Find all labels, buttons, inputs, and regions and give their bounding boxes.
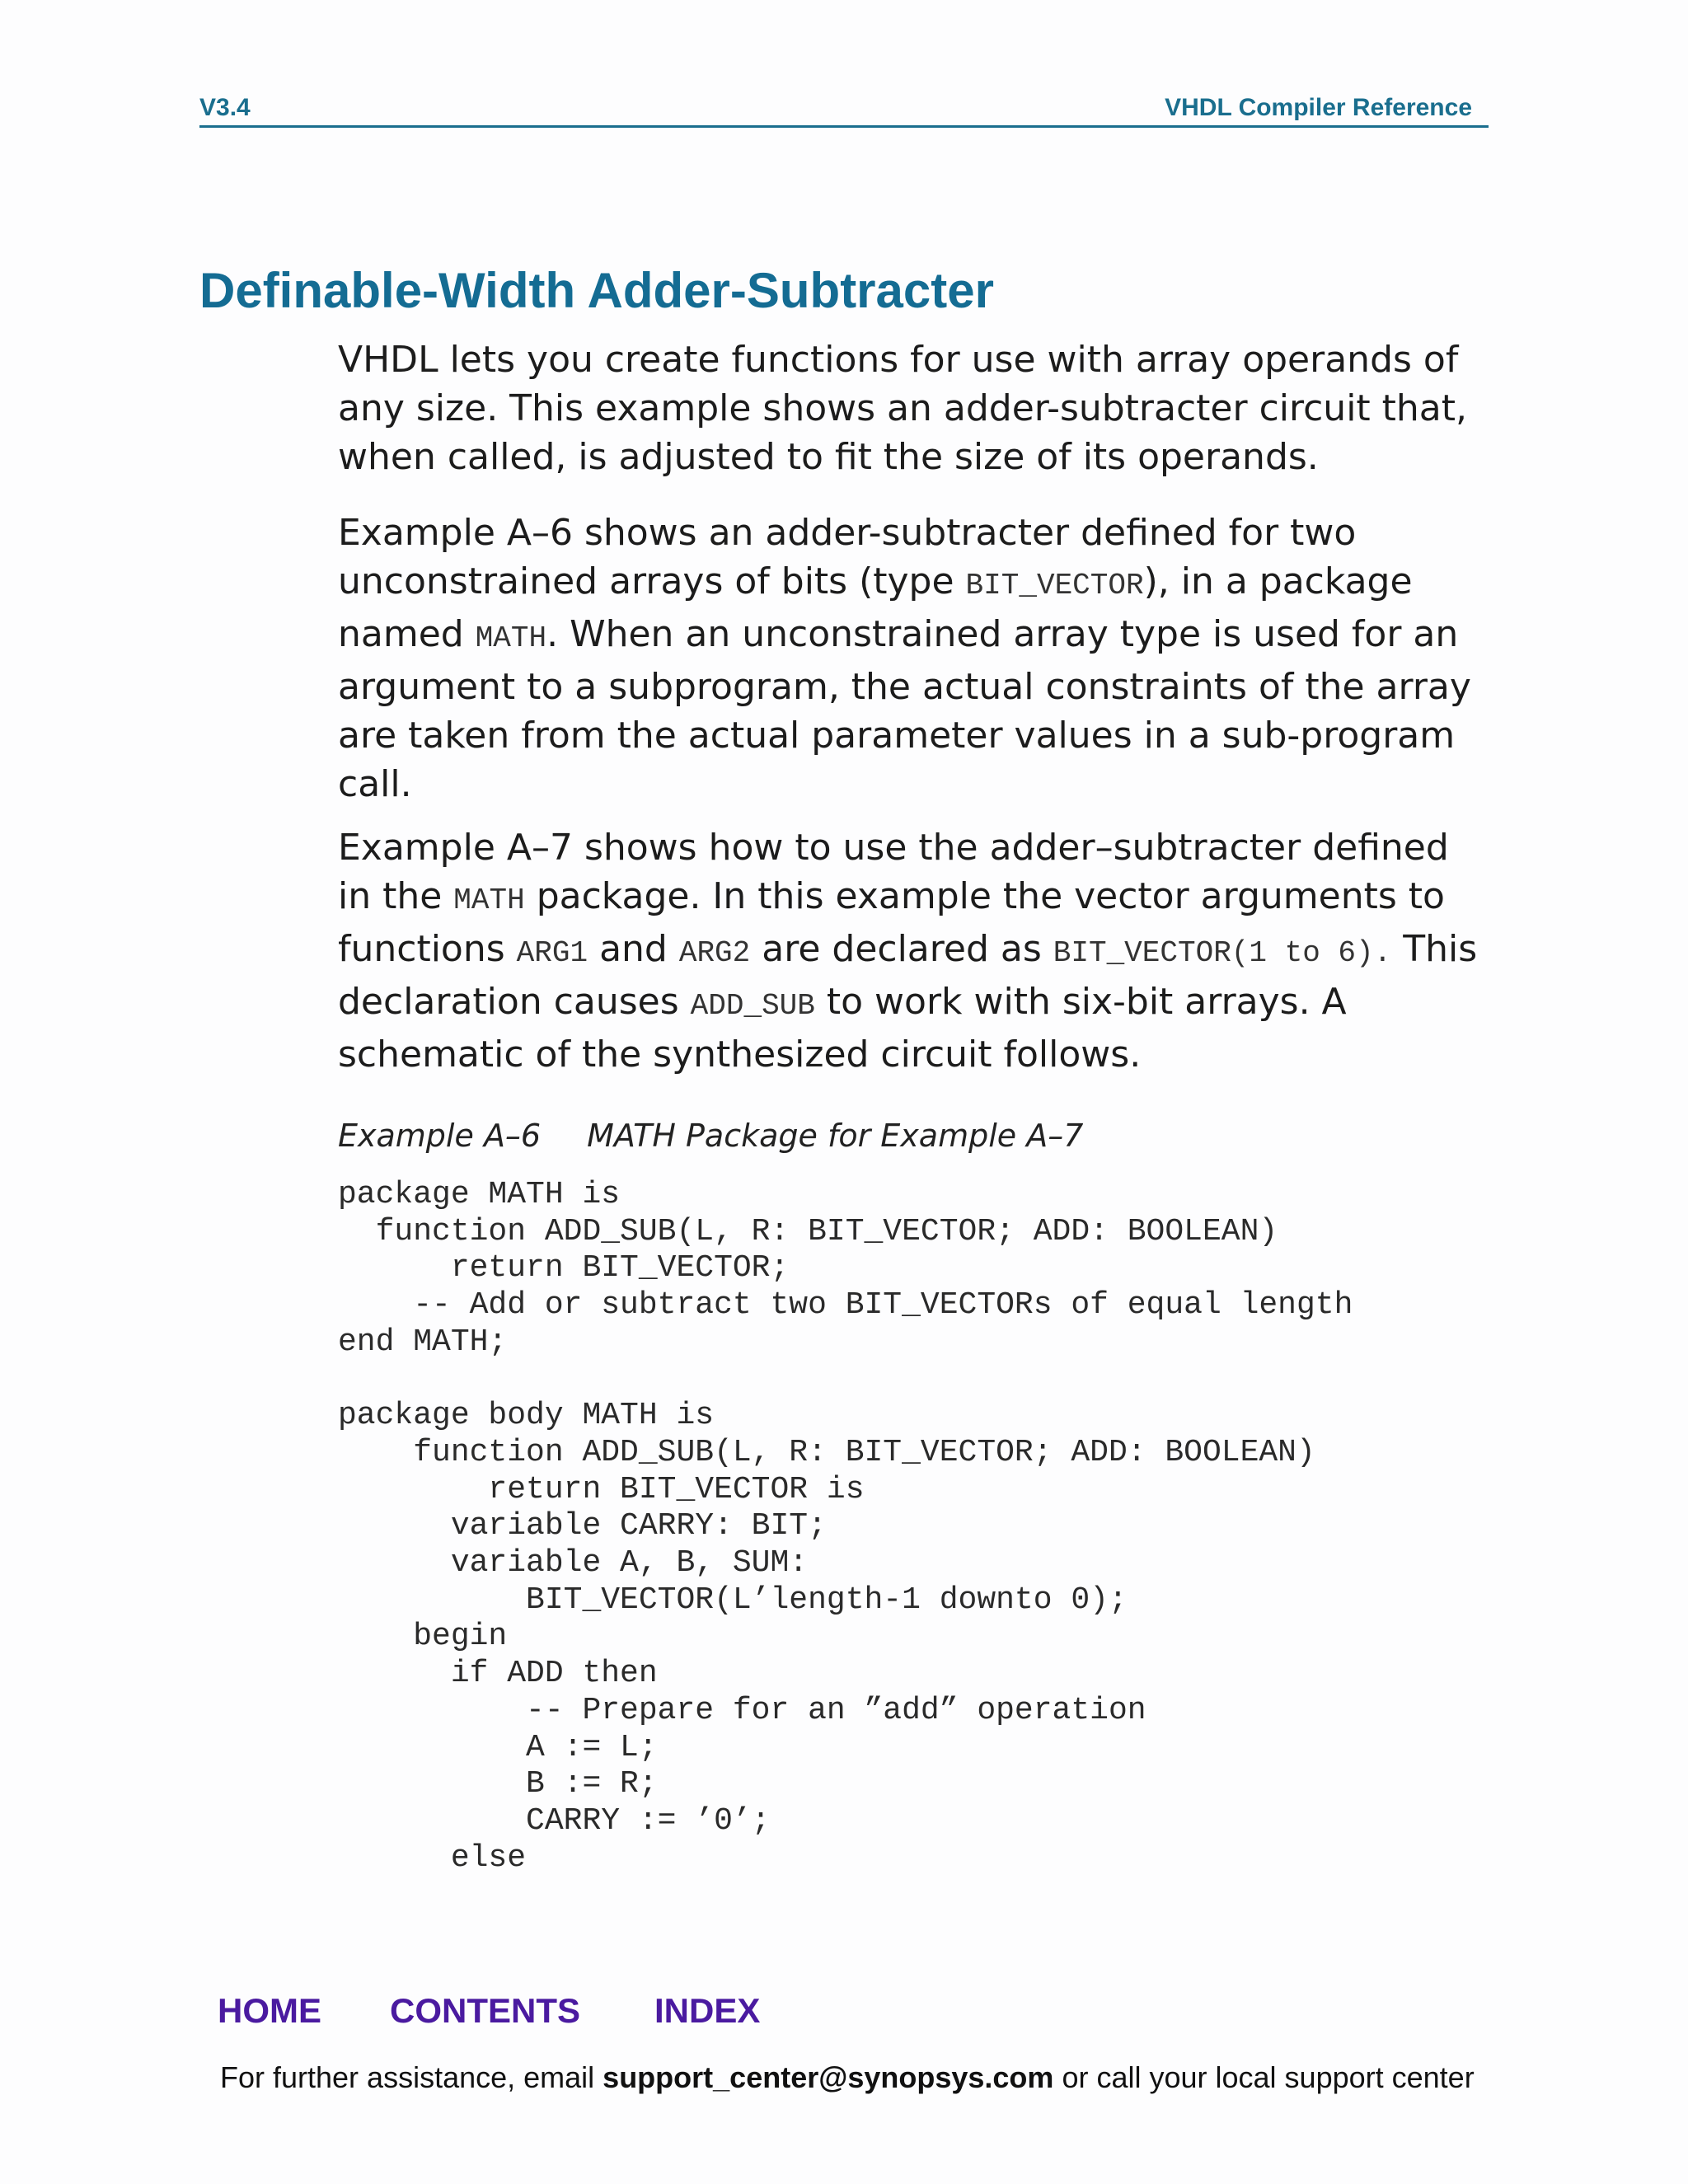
support-email-link[interactable]: support_center@synopsys.com: [603, 2060, 1054, 2094]
p3-code-arg2: ARG2: [678, 936, 751, 970]
nav-home-link[interactable]: HOME: [218, 1991, 321, 2030]
footer-suffix: or call your local support center: [1053, 2060, 1475, 2094]
footer-support: [220, 2060, 1475, 2095]
p3-code-bit-vector-range: BIT_VECTOR(1 to 6).: [1053, 936, 1392, 970]
p3-text-6: to work with six-bit arrays. A schematic of the synthesized circuit follows.: [338, 981, 1347, 1076]
header-doc-title: VHDL Compiler Reference: [1165, 94, 1472, 121]
p3-text-2: package. In this example the vector arguments to functions: [338, 875, 1445, 970]
p3-text-5: This declaration causes: [338, 928, 1478, 1023]
p2-text-2: ), in a package named: [338, 560, 1413, 655]
paragraph-3: [338, 823, 1492, 1079]
paragraph-2: [338, 509, 1492, 808]
header-version: V3.4: [199, 94, 251, 121]
p3-code-add-sub: ADD_SUB: [690, 989, 815, 1023]
p3-text-1: Example A–7 shows how to use the adder–subtracter defined in the: [338, 827, 1449, 917]
p2-code-bit-vector: BIT_VECTOR: [965, 569, 1144, 602]
p2-code-math: MATH: [475, 621, 547, 655]
footer-prefix: For further assistance, email: [220, 2060, 603, 2094]
example-caption: [338, 1118, 1083, 1154]
p2-text-3: . When an unconstrained array type is used for an argument to a subprogram, the actual constraints of the array are taken from the actual parameter values in a sub-program call.: [338, 613, 1471, 805]
section-title: Definable-Width Adder-Subtracter: [199, 263, 994, 318]
p3-text-4: are declared as: [750, 928, 1053, 970]
p2-text-1: Example A–6 shows an adder-subtracter defined for two unconstrained arrays of bits (type: [338, 512, 1357, 602]
nav-contents-link[interactable]: CONTENTS: [390, 1991, 580, 2030]
nav-index-link[interactable]: INDEX: [654, 1991, 761, 2030]
p3-code-arg1: ARG1: [516, 936, 588, 970]
header-divider: [199, 125, 1489, 128]
code-listing: package MATH is function ADD_SUB(L, R: BIT_VECTOR; ADD: BOOLEAN) return BIT_VECTOR; -- Add or subtract two BIT_VECTORs of equal length end MATH; package body MATH is function ADD_SUB(L, R: BIT_VECTOR; ADD: BOOLEAN) return BIT_VECTOR is variable CARRY: BIT; variable A, B, SUM: BIT_VECTOR(L’length-1 downto 0); begin if ADD then -- Prepare for an ”add” operation A := L; B := R; CARRY := ’0’; else: [338, 1177, 1353, 1876]
p3-code-math: MATH: [453, 883, 525, 917]
example-title: MATH Package for Example A–7: [587, 1118, 1084, 1154]
p3-text-3: and: [588, 928, 679, 970]
paragraph-1: VHDL lets you create functions for use with array operands of any size. This example shows an adder-subtracter circuit that, when called, is adjusted to fit the size of its operands.: [338, 339, 1467, 478]
example-label: Example A–6: [338, 1118, 542, 1154]
